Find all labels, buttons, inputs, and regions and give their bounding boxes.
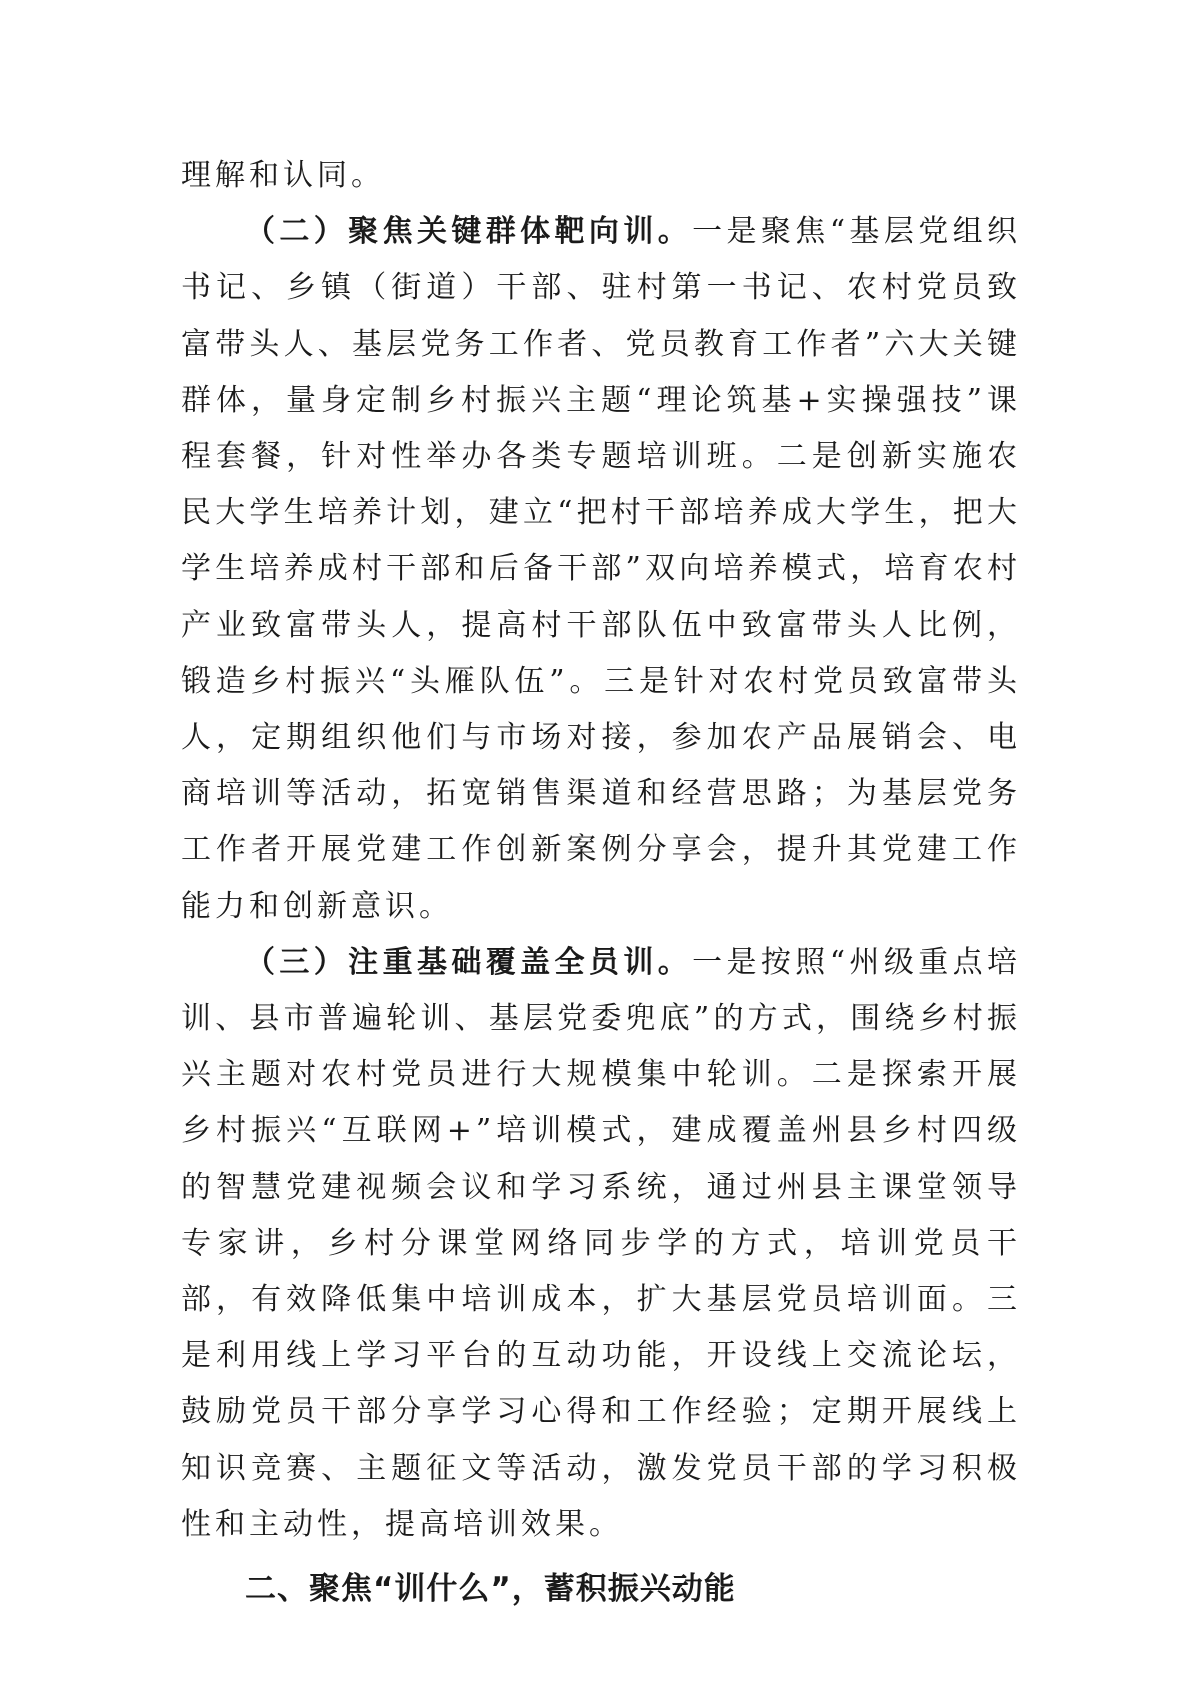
section-2-body: 一是聚焦“基层党组织书记、乡镇（街道）干部、驻村第一书记、农村党员致富带头人、基层党务工作者、党员教育工作者”六大关键群体，量身定制乡村振兴主题“理论筑基+实操强技”课程套餐，针对性举办各类专题培训班。二是创新实施农民大学生培养计划，建立“把村干部培养成大学生，把大学生培养成村干部和后备干部”双向培养模式，培育农村产业致富带头人，提高村干部队伍中致富带头人比例，锻造乡村振兴“头雁队伍”。三是针对农村党员致富带头人，定期组织他们与市场对接，参加农产品展销会、电商培训等活动，拓宽销售渠道和经营思路；为基层党务工作者开展党建工作创新案例分享会，提升其党建工作能力和创新意识。 [181,214,1022,924]
section-2-lead: （二）聚焦关键群体靶向训。 [245,214,693,250]
section-3-body: 一是按照“州级重点培训、县市普遍轮训、基层党委兜底”的方式，围绕乡村振兴主题对农村党员进行大规模集中轮训。二是探索开展乡村振兴“互联网+”培训模式，建成覆盖州县乡村四级的智慧党建视频会议和学习系统，通过州县主课堂领导专家讲，乡村分课堂网络同步学的方式，培训党员干部，有效降低集中培训成本，扩大基层党员培训面。三是利用线上学习平台的互动功能，开设线上交流论坛，鼓励党员干部分享学习心得和工作经验；定期开展线上知识竞赛、主题征文等活动，激发党员干部的学习积极性和主动性，提高培训效果。 [181,944,1022,1542]
section-3-lead: （三）注重基础覆盖全员训。 [245,944,693,980]
section-3-paragraph [181,935,1021,1553]
section-2-paragraph [181,204,1021,935]
document-body [181,148,1021,1617]
chapter-2-heading: 二、聚焦“训什么”，蓄积振兴动能 [245,1571,736,1608]
continuation-paragraph: 理解和认同。 [181,158,385,193]
